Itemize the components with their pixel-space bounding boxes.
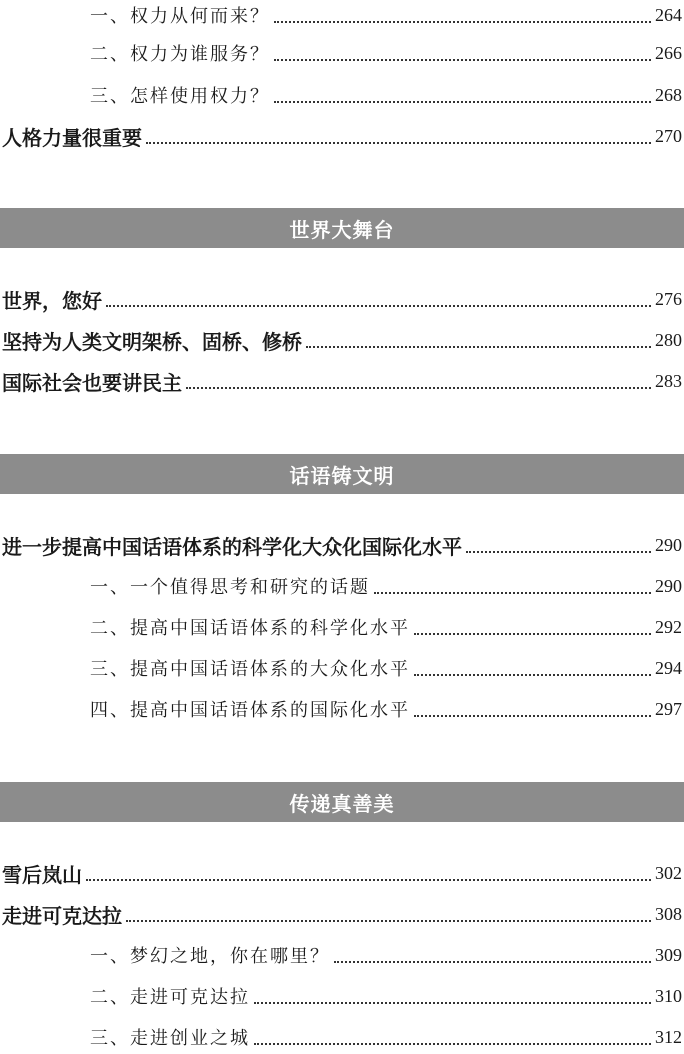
toc-entry[interactable] bbox=[0, 940, 684, 970]
toc-entry-title: 国际社会也要讲民主 bbox=[2, 370, 182, 395]
toc-entry-page: 312 bbox=[655, 1026, 682, 1047]
toc-entry[interactable] bbox=[0, 981, 684, 1011]
dot-leader bbox=[146, 142, 651, 144]
toc-entry-title: 三、怎样使用权力？ bbox=[90, 86, 270, 107]
dot-leader bbox=[414, 674, 651, 676]
dot-leader bbox=[274, 21, 651, 23]
toc-entry[interactable] bbox=[0, 694, 684, 724]
toc-entry[interactable] bbox=[0, 858, 684, 888]
dot-leader bbox=[126, 920, 651, 922]
toc-entry[interactable] bbox=[0, 325, 684, 355]
toc-entry[interactable] bbox=[0, 571, 684, 601]
toc-entry-title: 三、提高中国话语体系的大众化水平 bbox=[90, 659, 410, 680]
dot-leader bbox=[86, 879, 651, 881]
dot-leader bbox=[254, 1043, 651, 1045]
section-title: 话语铸文明 bbox=[289, 463, 395, 488]
dot-leader bbox=[466, 551, 651, 553]
toc-entry-page: 270 bbox=[655, 125, 682, 146]
toc-entry-title: 进一步提高中国话语体系的科学化大众化国际化水平 bbox=[2, 534, 462, 559]
toc-entry-page: 276 bbox=[655, 288, 682, 309]
toc-entry-page: 294 bbox=[655, 657, 682, 678]
dot-leader bbox=[254, 1002, 651, 1004]
toc-entry-page: 292 bbox=[655, 616, 682, 637]
dot-leader bbox=[106, 305, 651, 307]
toc-entry-title: 三、走进创业之城 bbox=[90, 1028, 250, 1049]
toc-entry-title: 一、权力从何而来？ bbox=[90, 6, 270, 27]
dot-leader bbox=[334, 961, 651, 963]
toc-entry-page: 290 bbox=[655, 534, 682, 555]
toc-entry-title: 坚持为人类文明架桥、固桥、修桥 bbox=[2, 329, 302, 354]
section-title: 传递真善美 bbox=[289, 791, 395, 816]
dot-leader bbox=[414, 715, 651, 717]
toc-entry-page: 310 bbox=[655, 985, 682, 1006]
toc-entry[interactable] bbox=[0, 38, 684, 68]
toc-entry[interactable] bbox=[0, 612, 684, 642]
section-header bbox=[0, 208, 684, 248]
toc-entry-page: 280 bbox=[655, 329, 682, 350]
toc-entry-page: 290 bbox=[655, 575, 682, 596]
toc-entry-title: 二、权力为谁服务？ bbox=[90, 44, 270, 65]
toc-entry-page: 283 bbox=[655, 370, 682, 391]
dot-leader bbox=[306, 346, 651, 348]
section-title: 世界大舞台 bbox=[289, 217, 395, 242]
toc-entry-page: 264 bbox=[655, 4, 682, 25]
toc-entry-title: 一、梦幻之地，你在哪里？ bbox=[90, 946, 330, 967]
toc-entry[interactable] bbox=[0, 284, 684, 314]
toc-entry-page: 297 bbox=[655, 698, 682, 719]
toc-entry-title: 人格力量很重要 bbox=[2, 125, 142, 150]
toc-entry-page: 308 bbox=[655, 903, 682, 924]
section-header bbox=[0, 782, 684, 822]
toc-entry-title: 走进可克达拉 bbox=[2, 903, 122, 928]
dot-leader bbox=[414, 633, 651, 635]
dot-leader bbox=[274, 101, 651, 103]
section-header bbox=[0, 454, 684, 494]
toc-entry-title: 雪后岚山 bbox=[2, 862, 82, 887]
toc-entry[interactable] bbox=[0, 80, 684, 110]
toc-entry[interactable] bbox=[0, 0, 684, 30]
toc-entry[interactable] bbox=[0, 366, 684, 396]
toc-entry[interactable] bbox=[0, 121, 684, 151]
dot-leader bbox=[186, 387, 651, 389]
toc-entry[interactable] bbox=[0, 1022, 684, 1052]
toc-entry[interactable] bbox=[0, 653, 684, 683]
toc-entry-title: 二、提高中国话语体系的科学化水平 bbox=[90, 618, 410, 639]
toc-entry-page: 302 bbox=[655, 862, 682, 883]
dot-leader bbox=[274, 59, 651, 61]
toc-entry-page: 268 bbox=[655, 84, 682, 105]
toc-entry-page: 266 bbox=[655, 42, 682, 63]
toc-entry[interactable] bbox=[0, 530, 684, 560]
toc-entry[interactable] bbox=[0, 899, 684, 929]
toc-entry-title: 二、走进可克达拉 bbox=[90, 987, 250, 1008]
toc-entry-title: 世界，您好 bbox=[2, 288, 102, 313]
dot-leader bbox=[374, 592, 651, 594]
toc-entry-title: 四、提高中国话语体系的国际化水平 bbox=[90, 700, 410, 721]
toc-entry-title: 一、一个值得思考和研究的话题 bbox=[90, 577, 370, 598]
toc-entry-page: 309 bbox=[655, 944, 682, 965]
